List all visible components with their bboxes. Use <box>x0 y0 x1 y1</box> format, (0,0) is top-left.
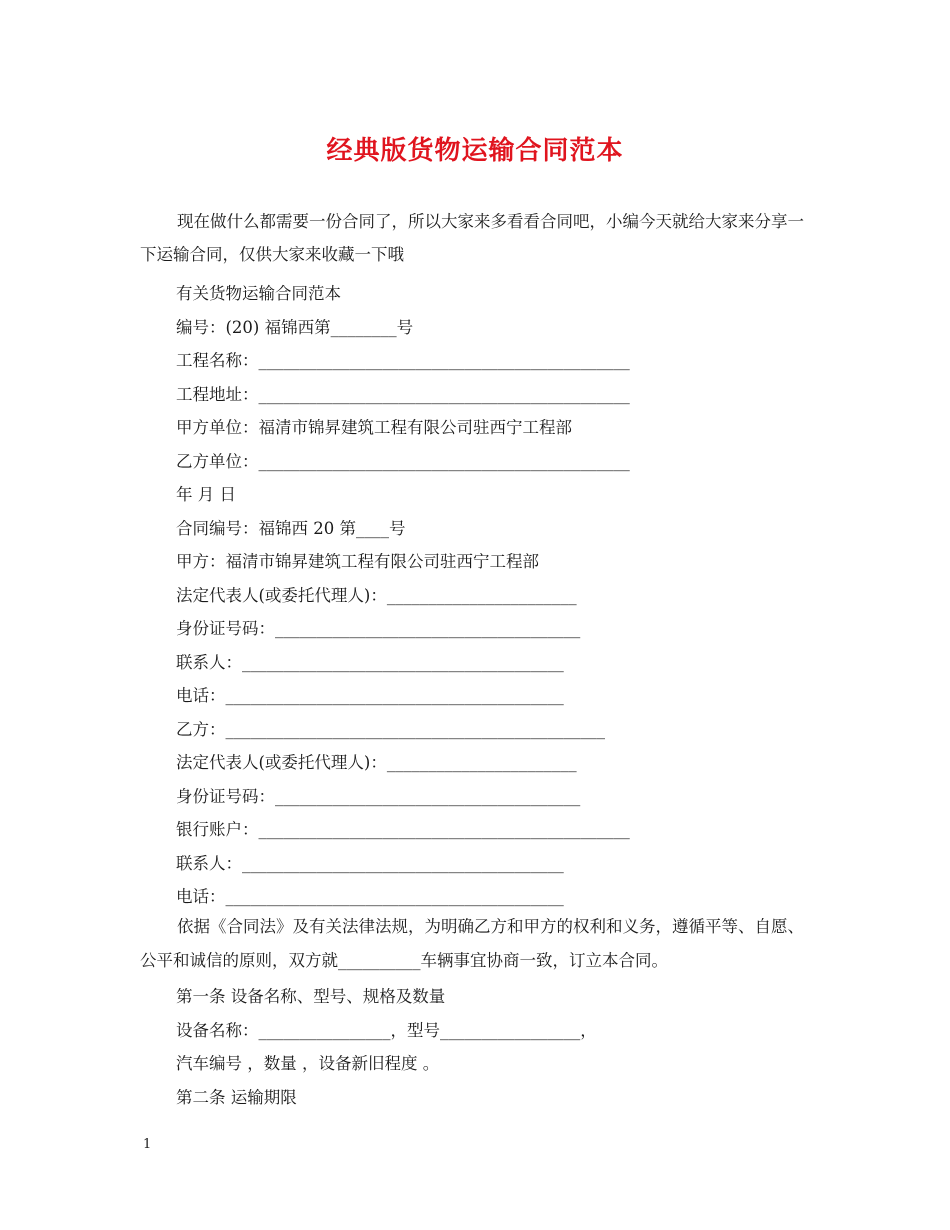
text-line: 电话：_________________________________________ <box>176 686 564 705</box>
text-line: 身份证号码：_____________________________________ <box>176 619 581 638</box>
text-line: 有关货物运输合同范本 <box>176 284 341 303</box>
text-line: 乙方：______________________________________________ <box>176 719 605 739</box>
text-line: 甲方单位：福清市锦昇建筑工程有限公司驻西宁工程部 <box>176 418 572 437</box>
text-line: 银行账户：_____________________________________________ <box>176 820 630 839</box>
contract-header-lines <box>176 277 826 914</box>
text-line: 甲方：福清市锦昇建筑工程有限公司驻西宁工程部 <box>176 552 539 571</box>
text-line: 编号：(20) 福锦西第________号 <box>176 317 414 337</box>
text-line: 联系人：_______________________________________ <box>176 853 564 873</box>
text-line: 身份证号码：_____________________________________ <box>176 786 581 806</box>
text-line: 乙方单位：_____________________________________________ <box>176 451 630 471</box>
text-line: 年 月 日 <box>176 485 236 504</box>
contract-article-lines <box>176 980 826 1114</box>
text-line: 汽车编号 ，数量 ，设备新旧程度 。 <box>176 1054 440 1073</box>
page-number: 1 <box>143 1137 152 1152</box>
text-line: 工程名称：_____________________________________________ <box>176 351 630 370</box>
text-line: 电话：_________________________________________ <box>176 887 564 906</box>
text-line: 工程地址：_____________________________________________ <box>176 384 630 404</box>
text-line: 法定代表人(或委托代理人)：_______________________ <box>176 585 577 605</box>
intro-paragraph: 现在做什么都需要一份合同了，所以大家来多看看合同吧，小编今天就给大家来分享一下运输合同，仅供大家来收藏一下哦 <box>140 212 804 264</box>
text-line: 第一条 设备名称、型号、规格及数量 <box>176 987 446 1006</box>
text-line: 联系人：_______________________________________ <box>176 652 564 672</box>
text-line: 法定代表人(或委托代理人)：_______________________ <box>176 753 577 772</box>
basis-paragraph: 依据《合同法》及有关法律法规，为明确乙方和甲方的权利和义务，遵循平等、自愿、公平和诚信的原则，双方就__________车辆事宜协商一致，订立本合同。 <box>140 917 804 970</box>
document-title: 经典版货物运输合同范本 <box>326 136 624 166</box>
text-line: 设备名称：________________，型号_________________， <box>176 1020 597 1040</box>
text-line: 第二条 运输期限 <box>176 1087 297 1107</box>
text-line: 合同编号：福锦西 20 第____号 <box>176 518 406 538</box>
